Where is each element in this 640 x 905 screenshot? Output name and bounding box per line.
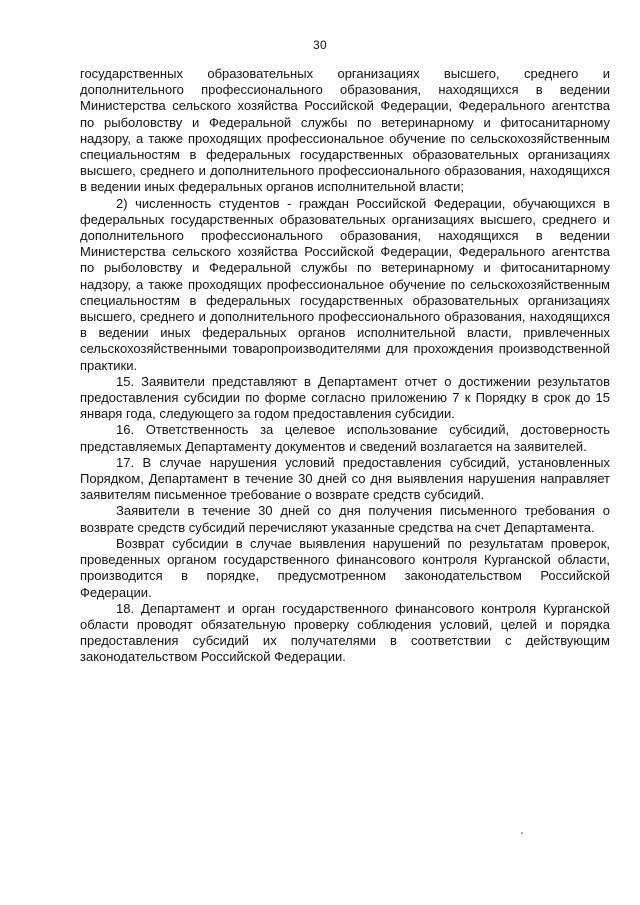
paragraph-clause-18: 18. Департамент и орган государственного финансового контроля Курганской области проводят обязательную проверку соблюдения условий, целей и порядка предоставления субсидий их получателями в соответствии с действующим законодательством Российской Федерации.: [80, 600, 610, 665]
paragraph-item-2: 2) численность студентов - граждан Российской Федерации, обучающихся в федеральных государственных образовательных организациях высшего, среднего и дополнительного профессионального образования, находящихся в ведении Министерства сельского хозяйства Российской Федерации, Федерального агентства по рыболовству и Федеральной службы по ветеринарному и фитосанитарному надзору, а также проходящих профессиональное обучение по сельскохозяйственным специальностям в федеральных государственных образовательных организациях высшего, среднего и дополнительного профессионального образования, находящихся в ведении иных федеральных органов исполнительной власти, привлеченных сельскохозяйственными товаропроизводителями для прохождения производственной практики.: [80, 195, 610, 373]
paragraph-continuation: государственных образовательных организациях высшего, среднего и дополнительного профессионального образования, находящихся в ведении Министерства сельского хозяйства Российской Федерации, Федерального агентства по рыболовству и Федеральной службы по ветеринарному и фитосанитарному надзору, а также проходящих профессиональное обучение по сельскохозяйственным специальностям в федеральных государственных образовательных организациях высшего, среднего и дополнительного профессионального образования, находящихся в ведении иных федеральных органов исполнительной власти;: [80, 66, 610, 195]
document-body: [80, 66, 610, 666]
scan-speck: [521, 832, 523, 834]
paragraph-clause-15: 15. Заявители представляют в Департамент отчет о достижении результатов предоставления субсидии по форме согласно приложению 7 к Порядку в срок до 15 января года, следующего за годом предоставления субсидии.: [80, 373, 610, 422]
paragraph-clause-17: 17. В случае нарушения условий предоставления субсидий, установленных Порядком, Департамент в течение 30 дней со дня выявления нарушения направляет заявителям письменное требование о возврате средств субсидий.: [80, 454, 610, 503]
paragraph-clause-16: 16. Ответственность за целевое использование субсидий, достоверность представляемых Департаменту документов и сведений возлагается на заявителей.: [80, 422, 610, 454]
paragraph-refund-audit: Возврат субсидии в случае выявления нарушений по результатам проверок, проведенных органом государственного финансового контроля Курганской области, производится в порядке, предусмотренном законодательством Российской Федерации.: [80, 535, 610, 600]
paragraph-refund-deadline: Заявители в течение 30 дней со дня получения письменного требования о возврате средств субсидий перечисляют указанные средства на счет Департамента.: [80, 503, 610, 535]
page-number: 30: [313, 38, 327, 52]
